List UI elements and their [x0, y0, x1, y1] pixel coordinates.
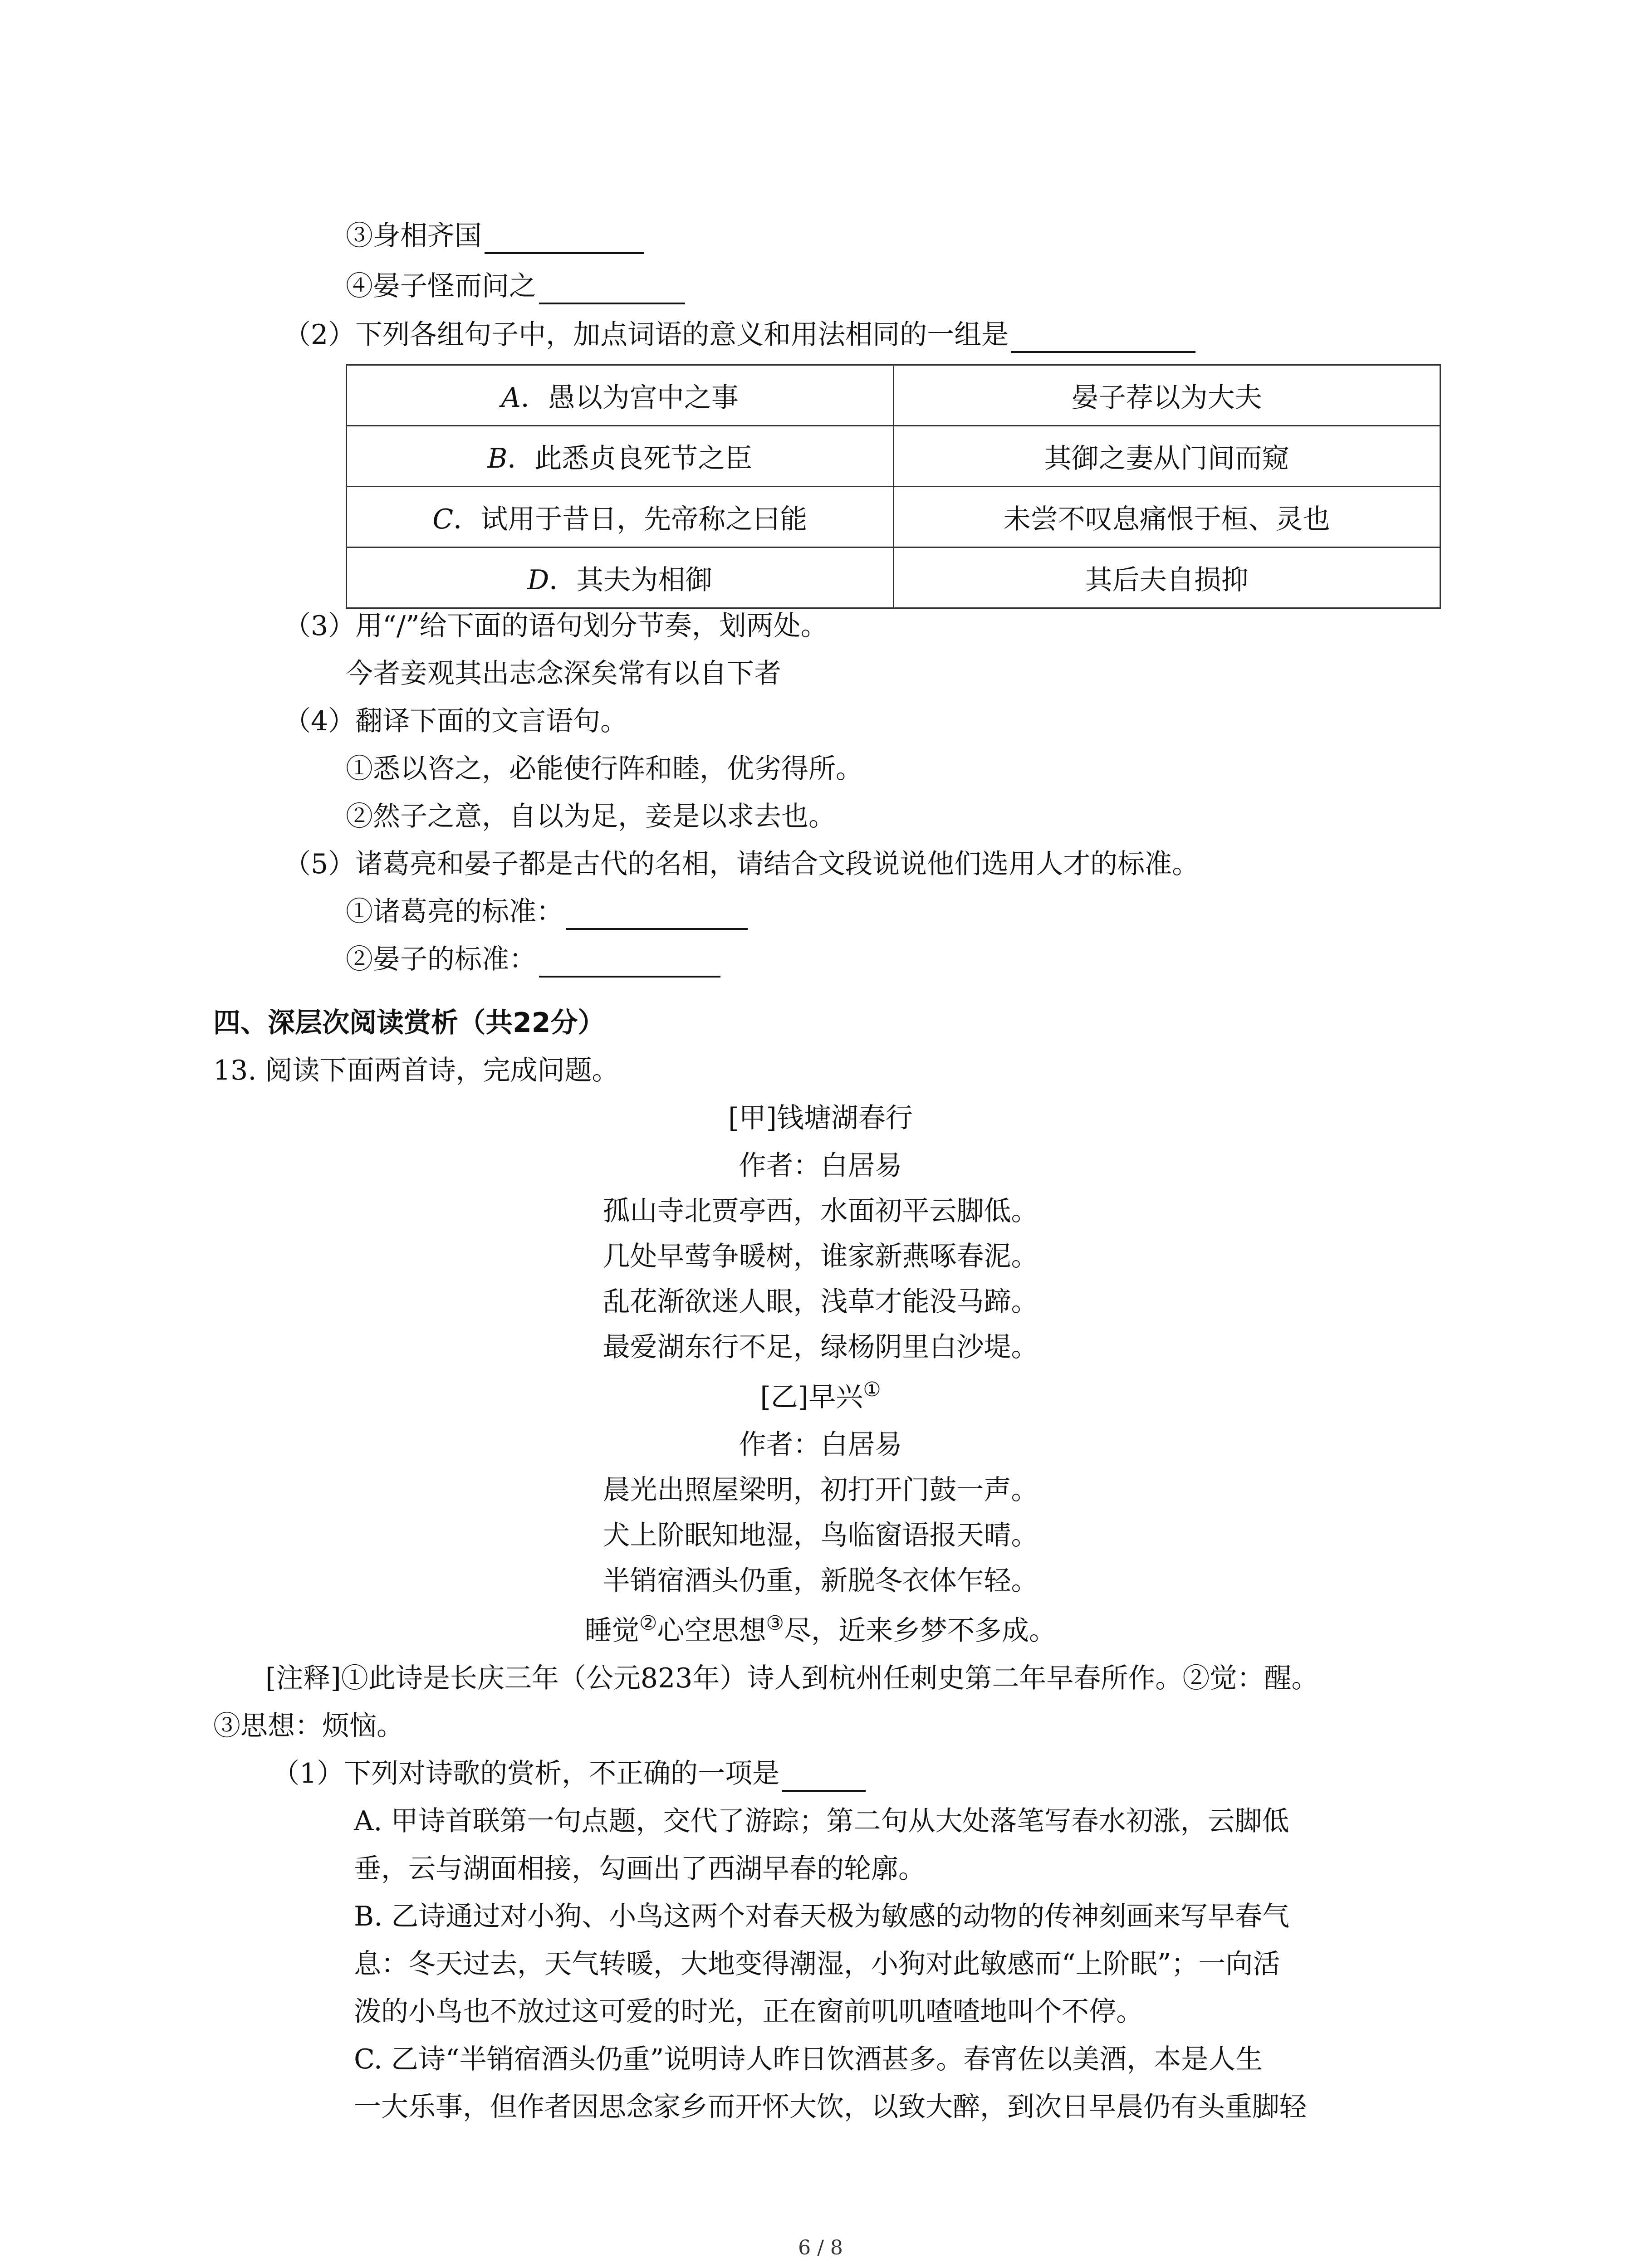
poem1-line: 乱花渐欲迷人眼，浅草才能没马蹄。: [603, 1286, 1038, 1318]
poem1-line: 孤山寺北贾亭西，水面初平云脚低。: [603, 1195, 1038, 1227]
footnote-marker: ③: [766, 1612, 784, 1635]
q12-part5-item1: ①诸葛亮的标准：: [346, 894, 748, 930]
q12-part3-text: 今者妾观其出志念深矣常有以自下者: [346, 658, 781, 689]
q12-item4: ④晏子怪而问之: [346, 268, 685, 304]
answer-blank: [566, 900, 748, 930]
poem2-line: 犬上阶眠知地湿，鸟临窗语报天晴。: [603, 1520, 1038, 1551]
q13-stem: 13. 阅读下面两首诗，完成问题。: [213, 1055, 619, 1086]
section-heading: 四、深层次阅读赏析（共22分）: [213, 1007, 605, 1039]
table-row: [347, 426, 1440, 487]
table-row: [347, 547, 1440, 608]
answer-blank: [539, 274, 685, 304]
options-table: [346, 364, 1441, 609]
table-cell: 晏子荐以为大夫: [893, 365, 1440, 426]
option-c: C. 乙诗“半销宿酒头仍重”说明诗人昨日饮酒甚多。春宵佐以美酒，本是人生: [354, 2043, 1263, 2075]
q12-part5-item2: ②晏子的标准：: [346, 941, 720, 978]
poem1-author: 作者：白居易: [739, 1150, 902, 1182]
q12-item3: ③身相齐国: [346, 218, 644, 254]
answer-blank: [1011, 323, 1195, 353]
table-cell: 其后夫自损抑: [893, 547, 1440, 608]
table-cell: 未尝不叹息痛恨于桓、灵也: [893, 487, 1440, 547]
poem2-line: 半销宿酒头仍重，新脱冬衣体乍轻。: [603, 1565, 1038, 1597]
q12-part3-stem: （3）用“/”给下面的语句划分节奏，划两处。: [284, 610, 828, 642]
poem2-line: 睡觉②心空思想③尽，近来乡梦不多成。: [585, 1612, 1056, 1647]
answer-blank: [782, 1762, 866, 1792]
poem-notes: [注释]①此诗是长庆三年（公元823年）诗人到杭州任刺史第二年早春所作。②觉：醒。: [265, 1662, 1319, 1694]
table-cell: A．愚以为宫中之事: [347, 365, 894, 426]
table-cell: 其御之妻从门间而窥: [893, 426, 1440, 487]
q13-part1-stem: （1）下列对诗歌的赏析，不正确的一项是: [272, 1755, 866, 1792]
option-a: 垂，云与湖面相接，勾画出了西湖早春的轮廓。: [354, 1853, 926, 1885]
poem2-line: 晨光出照屋梁明，初打开门鼓一声。: [603, 1474, 1038, 1506]
footnote-marker: ①: [863, 1378, 881, 1401]
table-row: [347, 487, 1440, 547]
table-cell: D．其夫为相御: [347, 547, 894, 608]
poem2-title: [乙]早兴①: [760, 1378, 881, 1413]
option-b: B. 乙诗通过对小狗、小鸟这两个对春天极为敏感的动物的传神刻画来写早春气: [354, 1901, 1290, 1932]
poem1-line: 最爱湖东行不足，绿杨阴里白沙堤。: [603, 1331, 1038, 1363]
option-b: 息：冬天过去，天气转暖，大地变得潮湿，小狗对此敏感而“上阶眠”；一向活: [354, 1948, 1280, 1980]
answer-blank: [539, 948, 720, 978]
poem1-line: 几处早莺争暖树，谁家新燕啄春泥。: [603, 1241, 1038, 1272]
q12-part4-stem: （4）翻译下面的文言语句。: [284, 705, 628, 737]
table-row: [347, 365, 1440, 426]
table-cell: C．试用于昔日，先帝称之曰能: [347, 487, 894, 547]
option-a: A. 甲诗首联第一句点题，交代了游踪；第二句从大处落笔写春水初涨，云脚低: [354, 1805, 1289, 1837]
option-b: 泼的小鸟也不放过这可爱的时光，正在窗前叽叽喳喳地叫个不停。: [354, 1996, 1143, 2028]
poem-notes: ③思想：烦恼。: [213, 1710, 404, 1742]
table-cell: B．此悉贞良死节之臣: [347, 426, 894, 487]
q12-part4-item1: ①悉以咨之，必能使行阵和睦，优劣得所。: [346, 753, 863, 785]
answer-blank: [485, 224, 644, 254]
poem2-author: 作者：白居易: [739, 1429, 902, 1461]
poem1-title: [甲]钱塘湖春行: [728, 1102, 913, 1134]
option-c: 一大乐事，但作者因思念家乡而开怀大饮，以致大醉，到次日早晨仍有头重脚轻: [354, 2091, 1307, 2123]
q12-part4-item2: ②然子之意，自以为足，妾是以求去也。: [346, 801, 836, 832]
q12-part5-stem: （5）诸葛亮和晏子都是古代的名相，请结合文段说说他们选用人才的标准。: [284, 848, 1200, 880]
page-number: 6 / 8: [798, 2236, 843, 2259]
q12-part2-stem: （2）下列各组句子中，加点词语的意义和用法相同的一组是: [284, 317, 1195, 353]
footnote-marker: ②: [639, 1612, 657, 1635]
